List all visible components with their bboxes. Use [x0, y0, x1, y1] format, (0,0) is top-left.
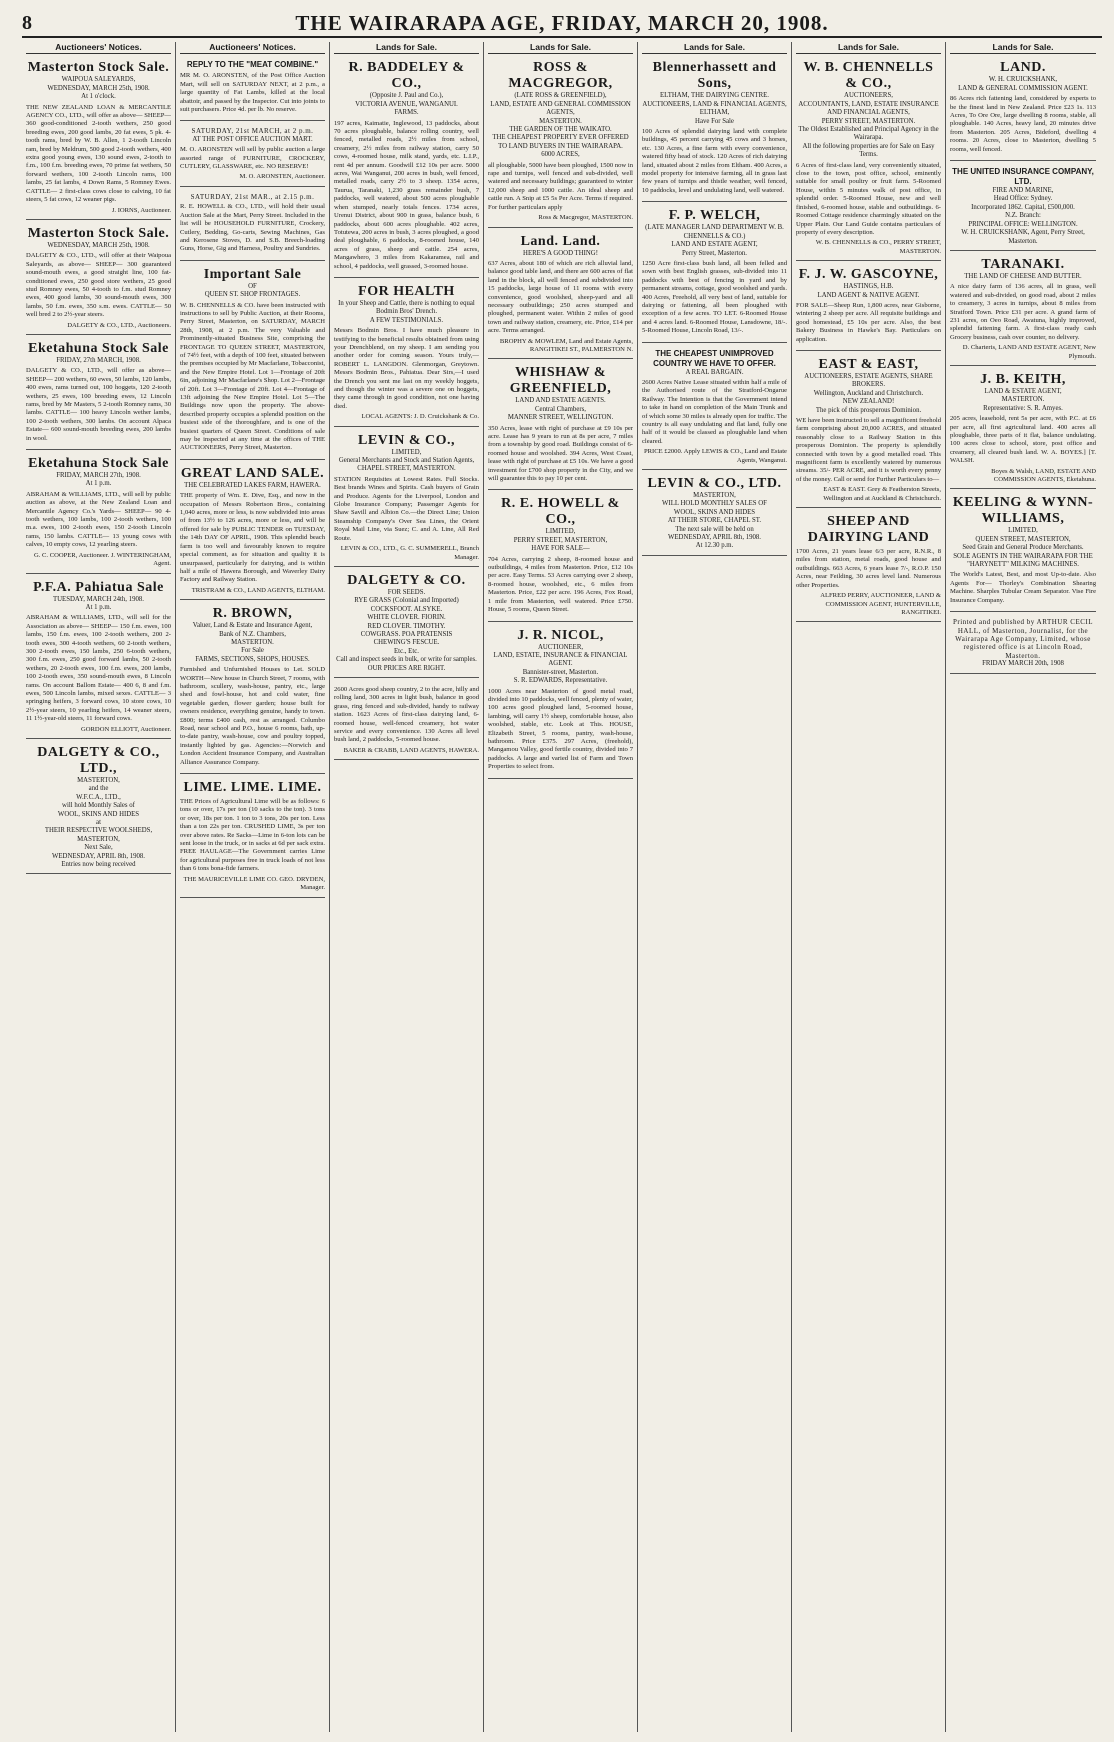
ad-line: and the [88, 785, 109, 793]
ad-title: LEVIN & CO., LTD. [647, 476, 782, 492]
ad-line: At 1 p.m. [85, 480, 112, 488]
ad-line: HAVE FOR SALE— [531, 545, 590, 553]
ad-line: At 12.30 p.m. [695, 542, 734, 550]
column-heading: Lands for Sale. [334, 42, 479, 54]
ad-line: VICTORIA AVENUE, WANGANUI. [355, 100, 458, 108]
ad-line: AUCTIONEERS, [844, 92, 893, 100]
ad-line: Wellington, Auckland and Christchurch. [813, 389, 924, 397]
ad-line: MASTERTON, [77, 777, 120, 784]
ad-line: Representative: S. R. Amyes. [983, 404, 1063, 412]
column-heading: Lands for Sale. [642, 42, 787, 54]
ad-title: R. E. HOWELL & CO., [501, 496, 620, 528]
ad-line: MASTERTON. [539, 117, 582, 125]
ad-line: Have For Sale [695, 117, 734, 125]
advertisement [180, 190, 325, 261]
ad-signature: GORDON ELLIOTT, Auctioneer. [81, 725, 171, 733]
ad-line: TUESDAY, MARCH 24th, 1908. [52, 595, 145, 603]
ad-title: Blennerhassett and Sons, [652, 60, 777, 92]
ad-title: THE CHEAPEST UNIMPROVED COUNTRY WE HAVE TO OFFER. [653, 348, 776, 368]
advertisement [488, 231, 633, 360]
masthead [22, 10, 1102, 38]
ad-line: Bodmin Bros' Drench. [375, 308, 438, 316]
ad-line: AUCTIONEERS, LAND & FINANCIAL AGENTS, ELTHAM, [642, 100, 787, 117]
advertisement [334, 681, 479, 760]
ad-body: 197 acres, Kaimatie, Inglewood, 13 paddocks, about 70 acres ploughable, balance rolling country, well fenced, metalled roads, 2½ miles from school, creamery, 2½ miles from railway station, carry 50 cows, 4-roomed house, milk stand, yards, etc. L.I.P., rent 4d per annum. Goodwill £12 10s per acre. 5000 acres, Wai Wanganui, 200 acres in bush, well fenced, metalled roads, carry 2½ to 3 sheep. 1354 acres, Taurua, Taranaki, 1,230 grass remainder bush, 7 paddocks, well watered, about 500 acres ploughable when stumped, nearly totals fences. 1734 acres, Urenui District, about 900 in grass, balance bush, 6 paddocks, about 600 acres ploughable. 402 acres, Totutewa, 200 acres in bush, 3 acres ploughed, a good deal ploughable, 6 paddocks, 8-roomed house, 140 acres of grass, sheep and cattle. 254 acres, Mangawhero, 3 miles from Kakaramea, rail and school, 4 paddocks, well grassed, 3-roomed house. [334, 119, 479, 270]
ad-line: will hold Monthly Sales of [62, 802, 135, 810]
ad-line: A FEW TESTIMONIALS. [369, 316, 444, 324]
ad-line: LAND & GENERAL COMMISSION AGENT. [958, 84, 1088, 92]
ad-title: R. BADDELEY & CO., [348, 60, 465, 92]
ad-line: MANNER STREET, WELLINGTON. [507, 414, 614, 422]
ad-line: S. R. EDWARDS, Representative. [513, 677, 608, 685]
ad-line: RED CLOVER. TIMOTHY. [367, 622, 446, 630]
ad-line: (LATE MANAGER LAND DEPARTMENT W. B. CHENNELLS & CO.) [645, 224, 784, 240]
ad-body: 350 Acres, lease with right of purchase at £9 10s per acre. Lease has 9 years to run at 8s per acre, 7 miles from a township by good road. Buildings consist of 6-roomed house and woolshed. 394 Acres, West Coast, lease with right of purchase at £5 10s. We have a good investment for £700 shop property in the City, and we will guarantee this to pay 10 per cent. [488, 424, 633, 483]
ad-line: Valuer, Land & Estate and Insurance Agent, [192, 622, 313, 630]
ad-line: All the following properties are for Sale on Easy Terms. [802, 142, 935, 159]
ad-title: F. J. W. GASCOYNE, [798, 267, 939, 283]
advertisement [796, 354, 941, 508]
ad-body: Furnished and Unfurnished Houses to Let. SOLD WORTH—New house in Church Street, 7 rooms, with bathroom, scullery, wash-house, pantry, etc., large shed and fowl-house, hot and cold water, fine vegetable garden, flower garden; house built for owners residence, everything genuine, handy to town. £800; terms £400 cash, rest as arranged. Columbo Road, near school and P.O., house 6 rooms, bath, up-to-date pantry, wash-house, cow and poultry topped, instantly lighted by gas. Agencies:—Norwich and London Accident Insurance Company, and Australian Alliance Assurance Company. [180, 666, 325, 766]
ad-line: OUR PRICES ARE RIGHT. [367, 664, 446, 672]
advertisement [488, 362, 633, 490]
ad-body: W. B. CHENNELLS & CO. have been instructed with instructions to sell by Public Auction, at their Rooms, Perry Street, Masterton, on SATURDAY, MARCH 28th, 1908, at 2 p.m. The very Valuable and Prominently-situated Business Site, comprising the FRONTAGE TO QUEEN STREET, MASTERTON, of 74½ feet, with a depth of 100 feet, situated between the premises occupied by Mr Macfarlane, Tobacconist, and the New Empire Hotel. Lot 1—Frontage of 20ft 6in, adjoining Mr Macfarlane's Shop. Lot 2—Frontage of 20ft. Lot 3—Frontage of 20ft. Lot 4—Frontage of 13ft adjoining the New Empire Hotel. Lot 5—The Buildings now upon the property. The above-described property occupies a splendid position on the busiest side of the thoroughfare, and is one of the busiest quarters of Queen Street. Conditions of sale may be inspected at any time at the offices of THE AUCTIONEERS, Perry Street, Masterton. [180, 301, 325, 452]
ad-line: WILL HOLD MONTHLY SALES OF [662, 500, 767, 508]
ad-signature: J. IORNS, Auctioneer. [111, 206, 171, 214]
ad-line: LAND, ESTATE, INSURANCE & FINANCIAL AGENT. [493, 651, 628, 668]
page-number: 8 [22, 11, 32, 34]
ad-line: PERRY STREET, MASTERTON, [513, 536, 608, 544]
ad-title: J. B. KEITH, [980, 371, 1066, 387]
ad-signature: LEVIN & CO., LTD., G. C. SUMMERELL, Branch Manager. [340, 545, 479, 561]
ad-title: LIME. LIME. LIME. [183, 780, 322, 796]
ad-line: THE LAND OF CHEESE AND BUTTER. [964, 272, 1082, 280]
column-2 [176, 42, 330, 1732]
advertisement [642, 473, 787, 556]
advertisement [334, 430, 479, 567]
ad-line: Printed and published by ARTHUR CECIL HALL, of Masterton, Journalist, for the Wairarapa Age Company, Limited, whose registered office is at Lincoln Road, Masterton. [953, 618, 1093, 660]
ad-body: all ploughable, 5000 have been ploughed, 1500 now in rape and turnips, well fenced and sub-divided, well watered and necessary buildings; guaranteed to winter 12,000 sheep and 1000 cattle. An ideal sheep and cattle run. A Snip at £5 5s Per Acre. Terms if required. For further particulars apply [488, 161, 633, 211]
ad-line: Bank of N.Z. Chambers, [219, 630, 286, 638]
ad-body: 2600 Acres good sheep country, 2 to the acre, hilly and rolling land, 300 acres in light bush, balance in good grass, ring fenced and sub-divided, handy to railway station. 1623 Acres of first-class dairying land, 6-roomed house, well-fenced creamery, hot water service and every convenience. 130 Acres all level bush land, 2 paddocks, 5-roomed house. [334, 685, 479, 744]
column-heading: Lands for Sale. [488, 42, 633, 54]
ad-body: 100 Acres of splendid dairying land with complete buildings, 45 percent carrying 45 cows and 3 horses, etc. 130 Acres, a fine farm with every convenience, watered fifty head of stock. 120 Acres of rich dairying land, situated about 2 miles from Eltham. 400 Acres, a model property for intensive farming, all in grass last few years of turnips and thistle weather, well fenced, 10 paddocks, level and undulating land, well watered. [642, 128, 787, 194]
ad-line: The pick of this prosperous Dominion. [815, 406, 922, 414]
ad-title: EAST & EAST, [818, 356, 919, 372]
ad-line: LAND AND ESTATE AGENT, [671, 241, 758, 249]
ad-title: P.F.A. Pahiatua Sale [33, 579, 164, 595]
ad-line: WHITE CLOVER. FIORIN. [367, 614, 446, 622]
advertisement [950, 164, 1096, 251]
ad-body: 1700 Acres, 21 years lease 6/3 per acre, R.N.R., 8 miles from station, metal roads, good house and outbuildings. 663 Acres, 6 years lease 7/-, R.O.P. 150 Acres, near Feilding, 30 acres level land. Numerous other Properties. [796, 548, 941, 589]
ad-line: WAIPOUA SALEYARDS, [61, 76, 136, 84]
ad-body: WE have been instructed to sell a magnificent freehold farm comprising about 20,000 ACRES, and situated reasonably close to a Railway Station in this prosperous Dominion. The property is splendidly connected with town by a good metalled road. This magnificent farm is excellently watered by numerous streams. 35/- PER ACRE, and it is worth every penny of the money. Call or send for Further Particulars to— [796, 417, 942, 483]
ad-line: LAND AND ESTATE AGENTS. [515, 397, 606, 405]
ad-line: The next sale will be held on [675, 525, 754, 533]
ad-line: Central Chambers, [535, 405, 586, 413]
advertisement [334, 281, 479, 427]
ad-line: SOLE AGENTS IN THE WAIRARAPA FOR THE "HARYNETT" MILKING MACHINES. [953, 552, 1093, 569]
ad-line: FRIDAY MARCH 20th, 1908 [982, 660, 1064, 668]
column-4 [484, 42, 638, 1732]
ad-body: STATION Requisites at Lowest Rates. Full Stocks. Best brands Wines and Spirits. Cash buyers of Grain and Produce. Agents for the Liverpool, London and Globe Insurance Company; Passenger Agents for Shaw Savill and Albion Co.—the Direct Line; Union Steamship Company's Over Sea Lines, the Orient Royal Mail Line, via Suez; C. and A. Line, All Red Route. [334, 475, 479, 542]
ad-title: DALGETY & CO., LTD., [37, 745, 160, 776]
ad-line: WOOL, SKINS AND HIDES [57, 810, 140, 818]
ad-line: SATURDAY, 21st MAR., at 2.15 p.m. [190, 192, 315, 201]
ad-line: AUCTIONEER, [537, 643, 584, 651]
columns-container [22, 42, 1102, 1732]
ad-line: RYE GRASS (Colonial and Imported) [354, 597, 459, 605]
ad-title: Masterton Stock Sale. [27, 60, 170, 76]
ad-title: THE UNITED INSURANCE COMPANY, LTD. [952, 167, 1094, 187]
advertisement [180, 777, 325, 897]
advertisement [488, 57, 633, 227]
advertisement [180, 264, 325, 460]
ad-line: At 1 p.m. [85, 603, 112, 611]
ad-line: ELTHAM, THE DAIRYING CENTRE. [660, 92, 769, 100]
ad-line: WOOL, SKINS AND HIDES [673, 508, 756, 516]
ad-body: ABRAHAM & WILLIAMS, LTD., will sell for the Association as above— SHEEP— 150 f.m. ewes, 100 lambs, 150 f.m. ewes, 100 2-tooth wethers, 200 2-tooth ewes, 300 4-tooth wethers, 60 2-tooth wethers, 300 2-tooth ewes, 150 lambs, 250 6-tooth wethers, 300 f.m. ewes, 250 good forward lambs, 50 2-tooth wethers, 20 2-tooth ewes, 100 f.m. ewes, 200 lambs, 100 2-tooth ewes, 350 sound-mouth ewes, 8 Lincoln rams. On account Ballom Estate— 400 6, 8 and f.m. ewes, 500 Lincoln lambs, mixed sexes. CATTLE— 3 springing heifers, 3 forward cows, 10 store cows, 10 2½-year steers, 10 yearling heifers, 14 weaner steers, 11 1½-year-old steers, 11 forward cows. [26, 614, 171, 723]
ad-body: 637 Acres, about 180 of which are rich alluvial land, balance good table land, and there are 600 acres of flat land in the block, all well fenced and subdivided into 15 paddocks, large house of 11 rooms with every convenience, good woolshed, sheep-yard and all necessary outbuildings; 250 acres stumped and ploughed, permanent water. Within 2 miles of good town and railway station, creamery, etc. Price, £14 per acre. Terms arranged. [488, 259, 633, 335]
advertisement [180, 57, 325, 121]
ad-line: Next Sale, [84, 844, 113, 852]
ad-line: MASTERTON. [231, 638, 274, 646]
column-heading: Lands for Sale. [950, 42, 1096, 54]
advertisement [26, 57, 171, 220]
ad-line: LAND & ESTATE AGENT, [984, 387, 1062, 395]
ad-title: DALGETY & CO. [347, 572, 466, 588]
ad-line: COCKSFOOT. ALSYKE. [370, 605, 443, 613]
ad-line: Perry Street, Masterton. [682, 249, 747, 257]
ad-line: At 1 o'clock. [81, 93, 116, 101]
ad-line: Etc., Etc. [394, 647, 419, 655]
ad-body: 86 Acres rich fattening land, considered by experts to be the finest land in New Zealand. Price £23 1s. 113 Acres, To Ore Ore, large dwelling 8 rooms, stable, all ploughable. 140 Acres, heavy land, 20 minutes drive from Masterton. 205 Acres, Bideford, dwelling 4 rooms. 20 Acres, close to Masterton, dwelling 5 rooms, well fenced. [950, 95, 1096, 153]
ad-line: FIRE AND MARINE, [992, 187, 1054, 195]
column-1 [22, 42, 176, 1732]
ad-body: 1000 Acres near Masterton of good metal road, divided into 10 paddocks, well fenced, plenty of water, 100 acres good ploughed land, 5-roomed house, lambing, will carry 1½ sheep, comfortable house, also woolshed, stable, etc. Look at This. HOUSE, Elizabeth Street, 5 rooms, pantry, wash-house, bathroom. Price £375. 297 Acres, (freehold), Mangamou Valley, good fertile country, divided into 7 paddocks. A large and varied list of Farm and Town Properties to select from. [488, 687, 633, 771]
ad-line: ACCOUNTANTS, LAND, ESTATE INSURANCE AND FINANCIAL AGENTS, [798, 100, 939, 117]
ad-line: Call and inspect seeds in bulk, or write for samples. [336, 656, 477, 664]
ad-signature: PRICE £2000. Apply LEWIS & CO., Land and Estate Agents, Wanganui. [643, 448, 787, 464]
advertisement [180, 463, 325, 600]
column-5 [638, 42, 792, 1732]
ad-body: 704 Acres, carrying 2 sheep, 8-roomed house and outbuildings, 4 miles from Masterton. Price, £12 10s per acre. Easy Terms. 53 Acres carrying over 2 sheep, 8-roomed house, woolshed, etc., 6 miles from Masterton. Price, £22 per acre. 196 Acres, Fox Road, 1 mile from Masterton, well watered. Price £750. House, 5 rooms, Queen Street. [488, 555, 633, 614]
ad-line: HERE'S A GOOD THING! [523, 249, 598, 257]
ad-line: OF [248, 282, 257, 290]
ad-title: FOR HEALTH [358, 283, 455, 299]
ad-body: 2600 Acres Native Lease situated within half a mile of the Authorised route of the Stratford-Ongarue Railway. The Intention is that the Government intend to take in hand on completion of the Main Trunk and of which some 30 miles is already open for traffic. The country is all easy undulating and flat land, fully one half of it would be classed as ploughable land when cleared. [642, 378, 787, 445]
ad-signature: THE MAURICEVILLE LIME CO. GEO. DRYDEN, Manager. [183, 875, 325, 892]
ad-signature: BROPHY & MOWLEM, Land and Estate Agents, RANGITIKEI ST., PALMERSTON N. [499, 337, 633, 353]
ad-line: LIMITED, [1008, 527, 1038, 535]
ad-line: AT THEIR STORE, CHAPEL ST. [667, 517, 762, 525]
column-7 [946, 42, 1100, 1732]
ad-title: LEVIN & CO., [357, 432, 455, 448]
ad-line: For Sale [241, 647, 264, 655]
ad-line: AUCTIONEERS, ESTATE AGENTS, SHARE BROKERS. [804, 372, 933, 389]
column-heading: Auctioneers' Notices. [180, 42, 325, 54]
ad-signature: TRISTRAM & CO., LAND AGENTS, ELTHAM. [191, 586, 325, 594]
ad-line: (Opposite J. Paul and Co.), [369, 92, 444, 100]
ad-line: General Merchants and Stock and Station Agents, [338, 457, 475, 465]
ad-title: WHISHAW & GREENFIELD, [509, 365, 612, 397]
ad-line: THE CHEAPEST PROPERTY EVER OFFERED TO LAND BUYERS IN THE WAIRARAPA. [492, 134, 629, 150]
ad-line: QUEEN ST. SHOP FRONTAGES. [204, 291, 301, 299]
ad-signature: BAKER & CRABB, LAND AGENTS, HAWERA. [343, 746, 479, 754]
ad-line: Entries now being received [61, 861, 136, 869]
ad-title: KEELING & WYNN-WILLIAMS, [952, 495, 1094, 527]
ad-line: FOR SEEDS. [387, 588, 426, 596]
ad-title: Masterton Stock Sale. [27, 225, 170, 241]
ad-signature: DALGETY & CO., LTD., Auctioneers. [67, 321, 171, 329]
ad-title: Eketahuna Stock Sale [28, 456, 169, 472]
advertisement [796, 264, 941, 351]
ad-line: LIMITED, [545, 528, 576, 536]
ad-title: R. BROWN, [212, 606, 293, 622]
ad-line: W. H. CRUICKSHANK, Agent, Perry Street, Masterton. [961, 229, 1085, 245]
ad-line: NEW ZEALAND! [842, 398, 895, 406]
ad-line: THEIR RESPECTIVE WOOLSHEDS, MASTERTON, [44, 827, 153, 843]
ad-line: WEDNESDAY, APRIL 8th, 1908. [51, 852, 146, 860]
ad-line: SATURDAY, 21st MARCH, at 2 p.m. [191, 127, 314, 136]
ad-line: Seed Grain and General Produce Merchants. [962, 544, 1084, 552]
column-heading: Lands for Sale. [796, 42, 941, 54]
ad-line: Incorporated 1862. Capital, £500,000. [971, 203, 1075, 211]
ad-line: MASTERTON, [693, 492, 736, 500]
advertisement [26, 453, 171, 573]
ad-title: REPLY TO THE "MEAT COMBINE." [186, 60, 319, 70]
advertisement [642, 205, 787, 342]
ad-body: THE Prices of Agricultural Lime will be as follows: 6 tons or over, 17s per ton (10 sacks to the ton). 3 tons or over, 18s per ton. 1 ton to 3 tons, 20s per ton. Less than a ton 22s per ton. CRUSHED LIME, 3s per ton over above rates. Re Sacks—Lime in 6-ton lots can be sent loose in the truck, or in sacks at 6d per sack extra. FREE HAULAGE—The Government carries Lime for agricultural purposes free in truck loads of not less than 6 tons bona-fide farmers. [180, 798, 325, 873]
ad-title: Important Sale [203, 266, 302, 282]
ad-title: SHEEP AND DAIRYING LAND [807, 514, 930, 546]
ad-line: N.Z. Branch: [1005, 212, 1041, 220]
ad-body: 6 Acres of first-class land, very conveniently situated, close to the town, post office, school, eminently suitable for small poultry or fruit farm. 5-Roomed House, within 5 minutes walk of post office, in splendid order. 5-Roomed House, new and well finished, 6-roomed house, stable and outbuildings. 6-Roomed Cottage residence charmingly situated on the Upper Plain. Our Land Guide contains particulars of property of every description. [796, 161, 941, 236]
ad-line: FRIDAY, 27th MARCH, 1908. [56, 356, 141, 364]
ad-line: THE CELEBRATED LAKES FARM, HAWERA. [184, 481, 321, 489]
ad-line: LIMITED, [391, 448, 422, 456]
ad-line: FARMS, SECTIONS, SHOPS, HOUSES. [195, 655, 310, 663]
ad-line: CHEWING'S FESCUE. [373, 639, 440, 647]
ad-line: PERRY STREET, MASTERTON. [821, 117, 916, 125]
ad-line: QUEEN STREET, MASTERTON, [975, 535, 1071, 543]
ad-line: W.F.C.A., LTD., [76, 793, 121, 801]
ad-line: (LATE ROSS & GREENFIELD), [514, 92, 607, 100]
ad-signature: EAST & EAST. Grey & Featherston Streets, Wellington and at Auckland & Christchurch. [823, 486, 941, 502]
ad-line: PRINCIPAL OFFICE: WELLINGTON. [968, 220, 1078, 228]
ad-body: DALGETY & CO., LTD., will offer at their Waipoua Saleyards, as above— SHEEP— 300 guaranteed sound-mouth ewes, a good straight line, 100 fat-conditioned ewes, 250 good store wethers, 25 good stud Romney ewes, 50 4-tooth to f.m. stud Romney ewes, 400 good lambs, 30 sound-mouth ewes, 300 lambs, 50 f.m. ewes, 350 s.m. ewes. CATTLE— 50 well bred 2 to 2½-year steers. [26, 252, 171, 319]
ad-line: Head Office: Sydney. [993, 195, 1053, 203]
ad-line: WEDNESDAY, MARCH 25th, 1908. [47, 84, 150, 92]
newspaper-title: THE WAIRARAPA AGE, FRIDAY, MARCH 20, 1908. [295, 10, 829, 35]
ad-line: THE GARDEN OF THE WAIKATO. [509, 126, 612, 134]
ad-signature: D. Charteris, LAND AND ESTATE AGENT, New Plymouth. [962, 344, 1096, 360]
ad-body: A nice dairy farm of 136 acres, all in grass, well watered and sub-divided, on good road, about 2 miles to creamery, 3 acres in turnips, about 8 miles from Stratford Town. Price £31 per acre. A grand farm of 231 acres, on Oeo Road, Awatuna, highly improved, splendid fattening farm. A first-class ready cash Grocery business, cash over counter, no delivery. [950, 283, 1096, 341]
ad-line: LAND AGENT & NATIVE AGENT. [817, 291, 920, 299]
ad-line: W. H. CRUICKSHANK, [988, 76, 1058, 84]
ad-line: WEDNESDAY, MARCH 25th, 1908. [47, 241, 150, 249]
ad-body: 1250 Acre first-class bush land, all been felled and sown with best English grasses, sub-divided into 11 paddocks with best of fencing in yard and by permanent streams, cottage, good woolshed and yards. 400 Acres, Freehold, all very best of land, suitable for dairying or fattening, all been ploughed with exception of a few acres. TO LET. 6-Roomed House and 4 acres land. 6-Roomed House, Lansdowne, 18/-. 5-Roomed House, Lincoln Road, 13/-. [642, 259, 787, 335]
ad-signature: W. B. CHENNELLS & CO., PERRY STREET, MASTERTON. [815, 239, 941, 255]
ad-title: Eketahuna Stock Sale [28, 340, 169, 356]
advertisement [950, 254, 1096, 366]
ad-signature: LOCAL AGENTS: J. D. Cruickshank & Co. [361, 413, 479, 421]
ad-body: THE NEW ZEALAND LOAN & MERCANTILE AGENCY CO., LTD., will offer as above— SHEEP— 360 good-conditioned 2-tooth wethers, 250 good breeding ewes, 200 good lambs, 20 fat ewes, 5 pk. 4-tooth rams, bred by W. B. Allen, 1 2-tooth Lincoln ram, bred by Meldrum, 500 good 2-tooth wethers, 400 extra good young ewes, 130 sound ewes, 2-tooth to f.m., 100 f.m. breeding ewes, 70 prime fat wethers, 50 forward wethers, 100 2-tooth Lincoln rams, 100 lambs, 25 fat lambs, 4 Down Rams, 5 Romney Ewes. CATTLE— 2 first-class cows close to calving, 10 fat steers, 5 fat cows, 12 weaner pigs. [26, 103, 171, 204]
ad-body: MR M. O. ARONSTEN, of the Post Office Auction Mart, will sell on SATURDAY NEXT, at 2 p.m., a large quantity of Fat Lambs, killed at the local abattoir, and passed by the Inspector. Cut into joints to suit purchasers. Price 4d. per lb. No reserve. [180, 72, 325, 114]
advertisement [796, 57, 941, 261]
advertisement [950, 369, 1096, 489]
ad-line: AT THE POST OFFICE AUCTION MART. [192, 135, 313, 143]
advertisement [642, 57, 787, 202]
ad-body: 205 acres, leasehold, rent 5s per acre, with P.C. at £6 per acre, all first agricultural land. 400 acres all ploughable, three parts of it flat, balance undulating. 100 acres close to school, store, post office and creamery, all cleared bush land. W. A. BOYES.] [T. WALSH. [950, 415, 1096, 465]
ad-title: J. R. NICOL, [517, 627, 604, 643]
advertisement [950, 492, 1096, 612]
ad-body: R. E. HOWELL & CO., LTD., will hold their usual Auction Sale at the Mart, Perry Street. Included in the list will be HOUSEHOLD FURNITURE, Crockery, Cutlery, Bedding, Go-carts, Sewing Machines, Gas and Kerosene Stoves, D. and S.B. Breech-loading Guns, Horse, Gig and Harness, Poultry and Sundries. [180, 203, 325, 253]
ad-line: WEDNESDAY, APRIL 8th, 1908. [667, 534, 762, 542]
ad-body: DALGETY & CO., LTD., will offer as above— SHEEP— 200 wethers, 60 ewes, 50 lambs, 120 lambs, 400 ewes, rams turned out, 100 hoggets, 120 2-tooth wethers, 25 ewes, 100 breeding ewes, 12 Lincoln rams, bred by Mr Masters, 5 2-tooth Romney rams, 30 lambs. CATTLE— 100 heavy Lincoln wether lambs, 100 2-tooth wethers, 300 lambs. On account Alpaca Estate— 600 sound-mouth breeding ewes, 200 lambs in wool. [26, 367, 171, 442]
ad-line: at [96, 819, 101, 827]
ad-body: Messrs Bodmin Bros. I have much pleasure in testifying to the beneficial results obtained from using your Drenchblend, on my sheep. I am sending you another order for coming season. Yours truly,—ROBERT L. LANGDON. Glenmorgan, Greytown. Messrs Bodmin Bros., Pahiatua. Dear Sirs,—I used the Drench you sent me last on my weekly hoggets, and though the winter was a severe one on hoggets, they came through in good condition, not one having died. [334, 327, 479, 410]
ad-title: GREAT LAND SALE. [180, 465, 325, 481]
ad-body: ABRAHAM & WILLIAMS, LTD., will sell by public auction as above, at the New Zealand Loan and Mercantile Agency Co.'s Yards— SHEEP— 90 4-tooth wethers, 100 lambs, 100 2-tooth wethers, 100 m.a. ewes, 100 2-tooth ewes, 150 2-tooth Lincoln rams, 150 lambs. CATTLE— 13 young cows with calves, 10 empty cows, 12 yearling steers. [26, 490, 171, 549]
ad-line: A REAL BARGAIN. [685, 368, 744, 376]
advertisement [796, 511, 941, 622]
ad-line: LAND, ESTATE AND GENERAL COMMISSION AGENTS, [490, 100, 631, 117]
ad-title: ROSS & MACGREGOR, [508, 60, 613, 92]
ad-title: LAND. [1000, 60, 1046, 76]
ad-body: THE property of Wm. E. Dive, Esq., and now in the occupation of Messrs Robertson Bros., containing 1,040 acres, more or less, is now subdivided into areas of from 13½ to 126 acres, more or less, and will be offered for sale by PUBLIC TENDER on TUESDAY, the 14th DAY OF APRIL, 1908. This splendid beach farm is too well and favourably known to require special comment, as for situation and quality it is unsurpassed, particularly for dairying, and is within half a mile of Hawera Borough, and Waverley Dairy Factory and Railway Station. [180, 492, 325, 584]
ad-signature: Boyes & Walsh, LAND, ESTATE AND COMMISSION AGENTS, Eketahuna. [991, 467, 1096, 484]
advertisement [180, 603, 325, 774]
ad-line: FRIDAY, MARCH 27th, 1908. [56, 472, 141, 480]
advertisement [950, 615, 1096, 673]
advertisement [950, 57, 1096, 161]
ad-signature: Ross & Macgregor, MASTERTON. [538, 214, 633, 222]
ad-line: 6000 ACRES, [541, 151, 580, 159]
advertisement [26, 338, 171, 450]
advertisement [180, 124, 325, 186]
ad-signature: ALFRED PERRY, AUCTIONEER, LAND & COMMISSION AGENT, HUNTERVILLE, RANGITIKEI. [820, 592, 941, 616]
advertisement [26, 577, 171, 740]
advertisement [642, 346, 787, 470]
ad-line: MASTERTON. [1001, 396, 1045, 404]
ad-line: FARMS. [394, 109, 419, 117]
column-heading: Auctioneers' Notices. [26, 42, 171, 54]
advertisement [26, 223, 171, 335]
advertisement [26, 742, 171, 874]
ad-line: In your Sheep and Cattle, there is nothing to equal [338, 299, 475, 307]
advertisement [334, 57, 479, 278]
ad-title: F. P. WELCH, [668, 208, 761, 224]
advertisement [334, 570, 479, 678]
ad-signature: G. C. COOPER, Auctioneer. J. WINTERINGHAM, Agent. [33, 551, 171, 568]
ad-line: COWGRASS. POA PRATENSIS [360, 630, 453, 638]
ad-body: M. O. ARONSTEN will sell by public auction a large assorted range of FURNITURE, CROCKERY, CUTLERY, GLASSWARE, etc. NO RESERVE! [180, 146, 325, 171]
ad-title: Land. Land. [520, 233, 601, 249]
ad-body: FOR SALE—Sheep Run, 1,800 acres, near Gisborne, wintering 2 sheep per acre. All requisite buildings and good homestead, £5 10s per acre. Also, the best Bakery Business in Hawke's Bay. Particulars on application. [796, 301, 941, 343]
ad-title: TARANAKI. [981, 256, 1065, 272]
ad-line: The Oldest Established and Principal Agency in the Wairarapa. [798, 126, 939, 142]
ad-body: The World's Latest, Best, and most Up-to-date. Also Agents For— Thorley's Combination Shearing Machine. Sharples Tubular Cream Separator. Vise Fire Insurance Company. [950, 571, 1096, 604]
advertisement [488, 493, 633, 621]
ad-signature: M. O. ARONSTEN, Auctioneer. [239, 173, 325, 181]
ad-line: CHAPEL STREET, MASTERTON. [357, 465, 456, 473]
ad-line: Bannister-street, Masterton. [522, 668, 599, 676]
column-6 [792, 42, 946, 1732]
ad-title: W. B. CHENNELLS & CO., [803, 60, 934, 92]
ad-line: HASTINGS, H.B. [843, 283, 894, 291]
column-3 [330, 42, 484, 1732]
advertisement [488, 625, 633, 779]
